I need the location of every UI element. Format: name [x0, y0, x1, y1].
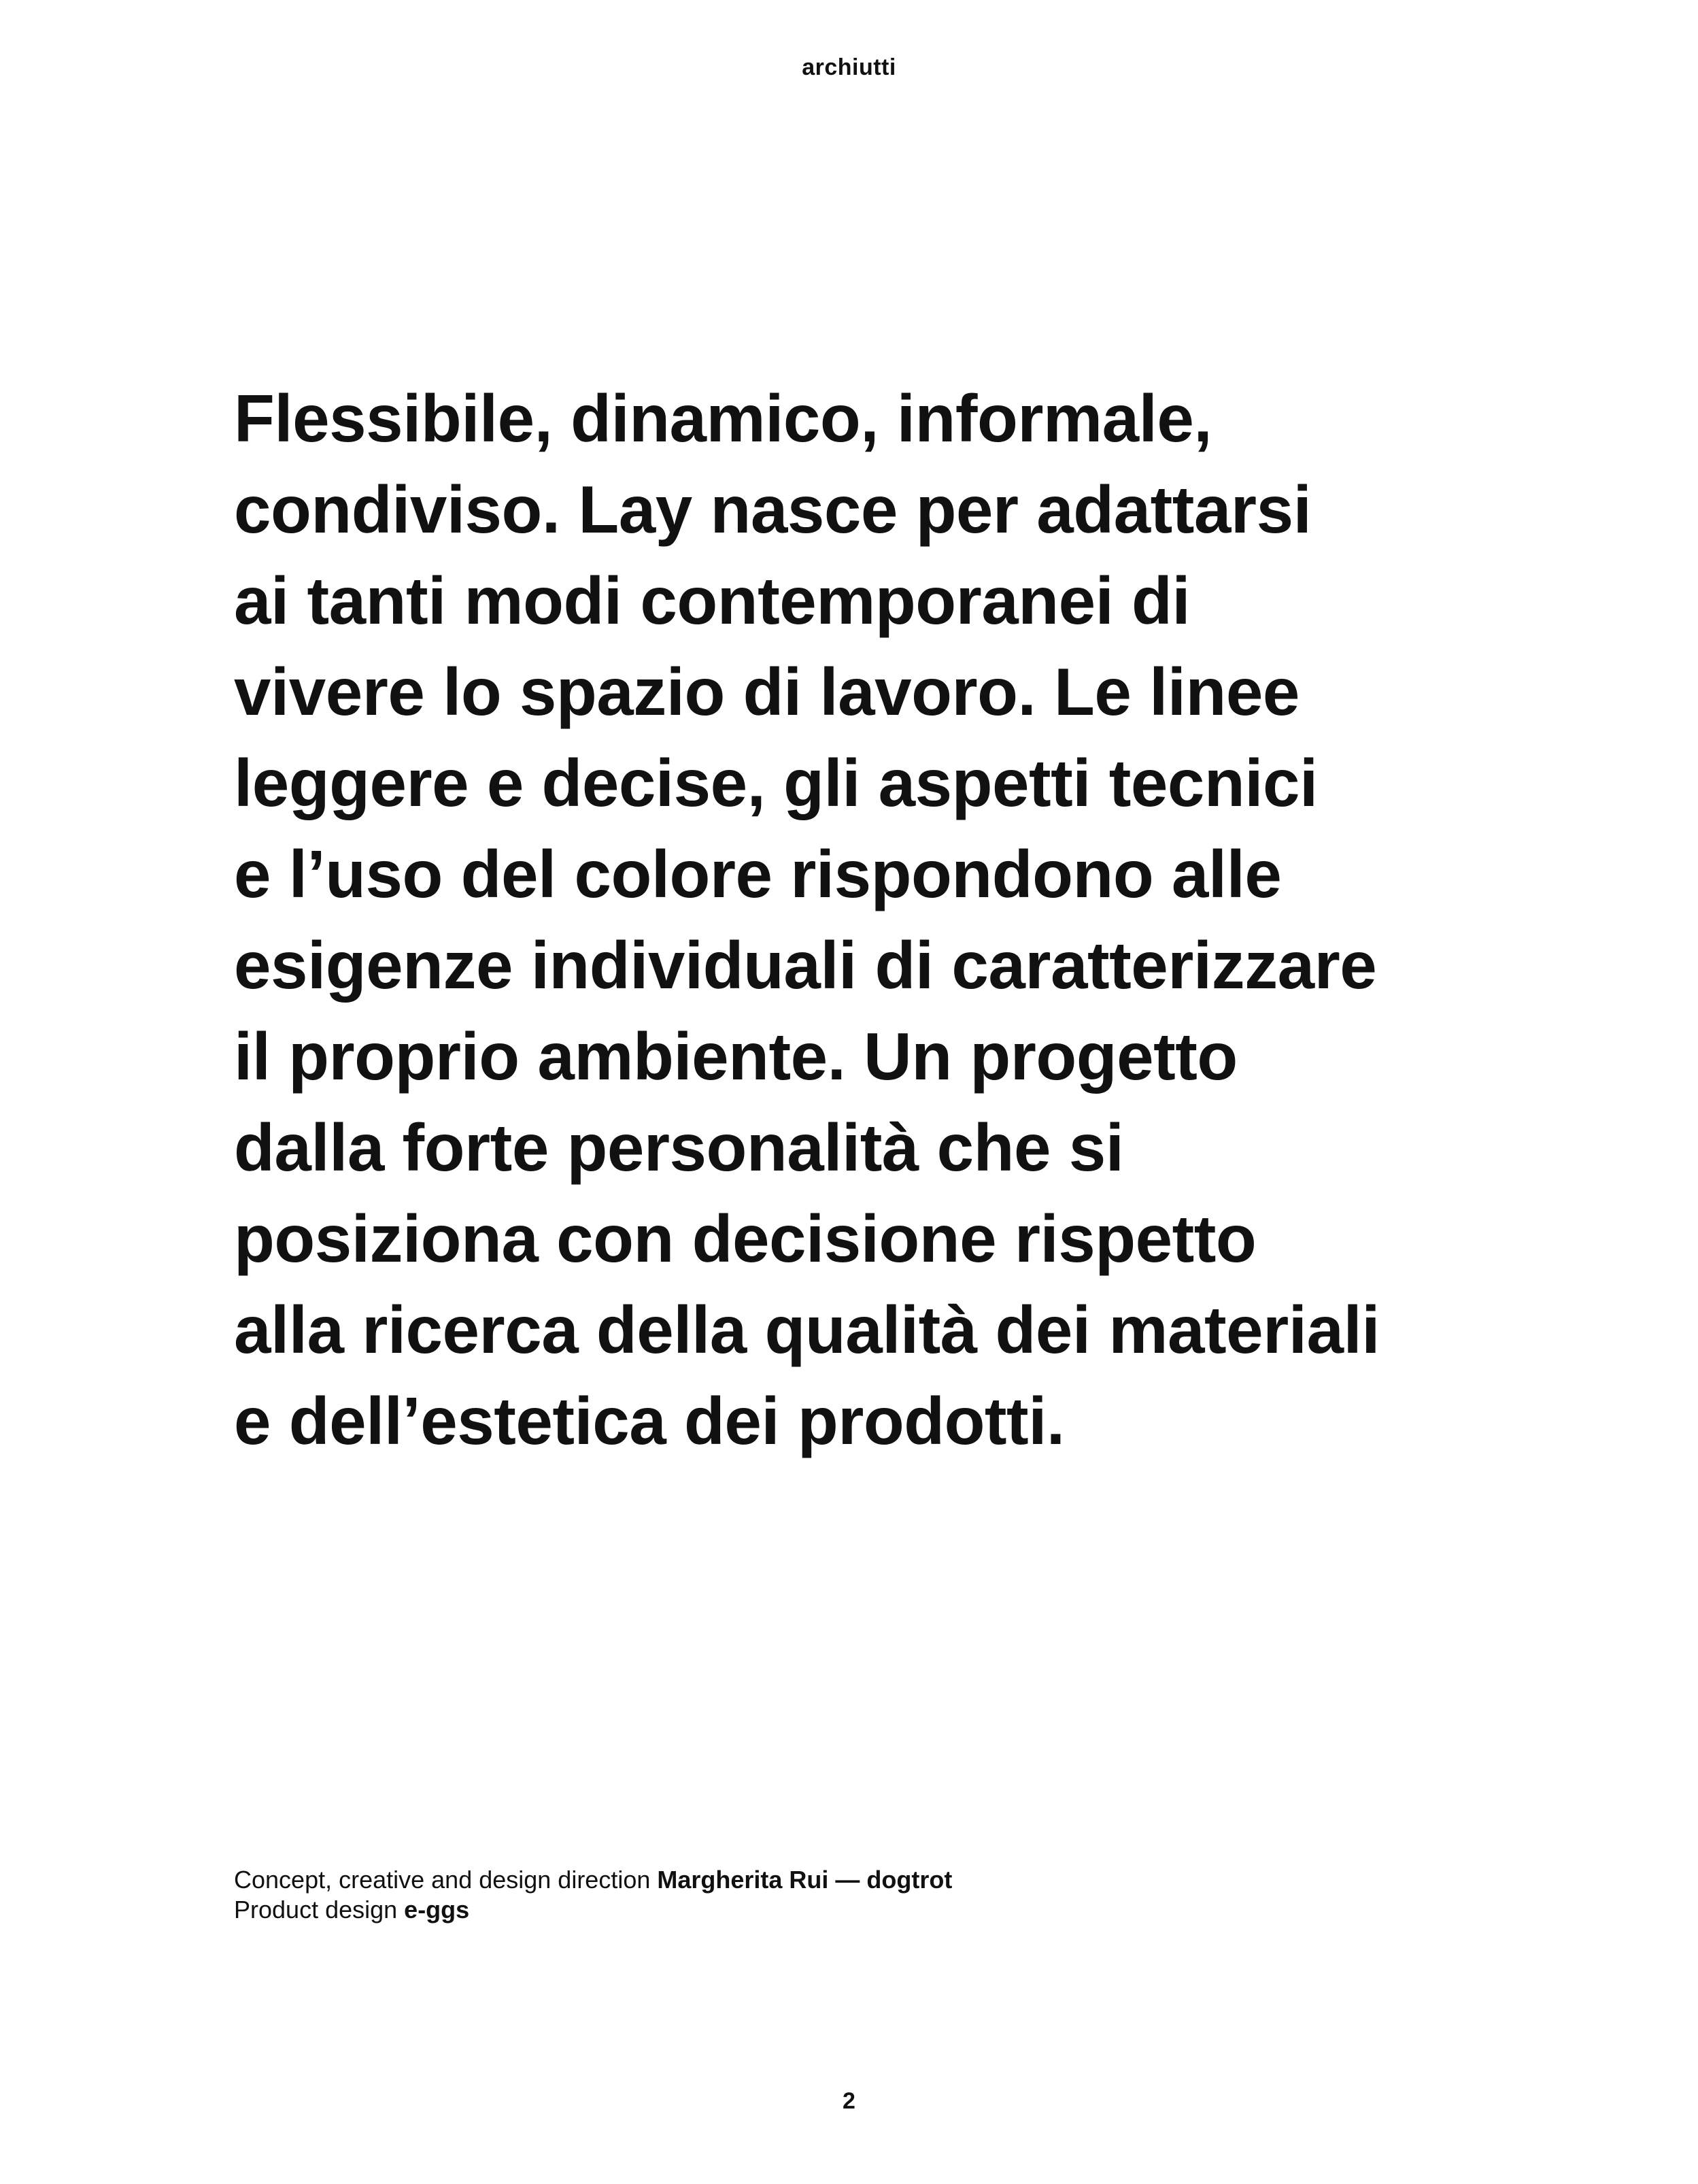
page-number: 2 [843, 2088, 855, 2114]
credits [234, 1865, 952, 1925]
paragraph-line: vivere lo spazio di lavoro. Le linee [234, 654, 1300, 729]
paragraph-line: il proprio ambiente. Un progetto [234, 1019, 1238, 1094]
credit-product-name: e-ggs [404, 1896, 470, 1923]
credit-concept-name: Margherita Rui — dogtrot [657, 1866, 953, 1894]
paragraph-line: alla ricerca della qualità dei materiali [234, 1292, 1380, 1367]
brand-header: archiutti [802, 54, 896, 80]
paragraph-line: posiziona con decisione rispetto [234, 1201, 1257, 1276]
credit-concept [234, 1865, 952, 1895]
credit-product [234, 1895, 952, 1925]
paragraph-line: dalla forte personalità che si [234, 1110, 1124, 1185]
paragraph-line: e dell’estetica dei prodotti. [234, 1383, 1065, 1458]
paragraph-line: condiviso. Lay nasce per adattarsi [234, 472, 1312, 547]
paragraph-line: ai tanti modi contemporanei di [234, 563, 1191, 638]
credit-product-label: Product design [234, 1896, 398, 1923]
credit-concept-label: Concept, creative and design direction [234, 1866, 651, 1894]
paragraph-line: esigenze individuali di caratterizzare [234, 928, 1377, 1003]
intro-paragraph [234, 373, 1594, 1466]
paragraph-line: leggere e decise, gli aspetti tecnici [234, 745, 1318, 820]
paragraph-line: Flessibile, dinamico, informale, [234, 381, 1212, 456]
paragraph-line: e l’uso del colore rispondono alle [234, 837, 1282, 911]
